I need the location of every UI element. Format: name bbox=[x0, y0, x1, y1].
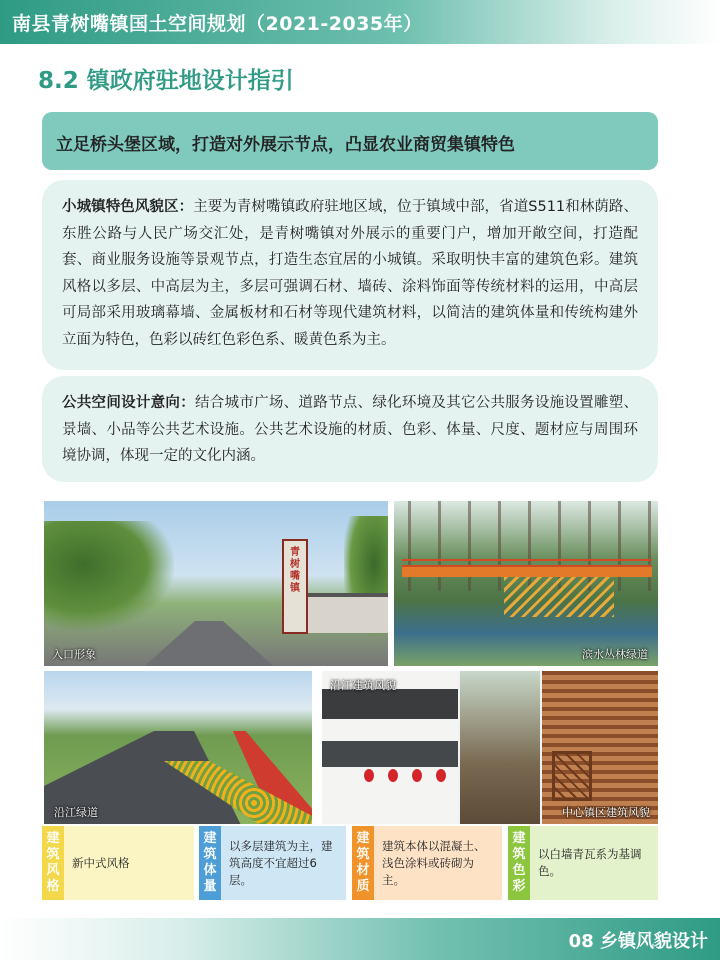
section-title: 8.2 镇政府驻地设计指引 bbox=[38, 68, 294, 94]
info-color bbox=[508, 826, 658, 900]
forest-caption: 滨水丛林绿道 bbox=[582, 648, 648, 661]
feature-area-text bbox=[62, 194, 638, 353]
greenway-caption: 沿江绿道 bbox=[54, 806, 98, 819]
info-tag: 建 筑 风 格 bbox=[42, 826, 64, 900]
lantern-icon bbox=[364, 769, 374, 782]
feature-area-card bbox=[42, 180, 658, 370]
traditional-building bbox=[460, 671, 540, 824]
info-text: 以多层建筑为主，建筑高度不宜超过6层。 bbox=[221, 826, 346, 900]
info-tag: 建 筑 色 彩 bbox=[508, 826, 530, 900]
footer-bar bbox=[0, 918, 720, 960]
public-space-text bbox=[62, 390, 638, 470]
chapter-label: 08 乡镇风貌设计 bbox=[568, 931, 708, 952]
tile-roof bbox=[322, 689, 458, 719]
info-tag: 建 筑 材 质 bbox=[352, 826, 374, 900]
wall-shape bbox=[306, 593, 388, 633]
header-bar bbox=[0, 0, 720, 44]
gate-monument bbox=[282, 539, 308, 634]
deck-platform bbox=[402, 567, 652, 577]
info-material bbox=[352, 826, 502, 900]
gate-inscription: 青 树 嘴 镇 bbox=[290, 547, 300, 594]
public-space-body: 结合城市广场、道路节点、绿化环境及其它公共服务设施设置雕塑、景墙、小品等公共艺术设施。公共艺术设施的材质、色彩、体量、尺度、题材应与周围环境协调，体现一定的文化内涵。 bbox=[62, 395, 639, 464]
center-arch-caption: 中心镇区建筑风貌 bbox=[562, 806, 650, 819]
wood-louver-facade bbox=[542, 671, 658, 824]
info-style bbox=[42, 826, 194, 900]
feature-area-body: 主要为青树嘴镇政府驻地区域，位于镇域中部，省道S511和林荫路、东胜公路与人民广场交汇处，是青树嘴镇对外展示的重要门户，增加开敞空间，打造配套、商业服务设施等景观节点，打造生态宜居的小城镇。采取明快丰富的建筑色彩。建筑风格以多层、中高层为主，多层可强调石材、墙砖、涂料饰面等传统材料的运用，中高层可局部采用玻璃幕墙、金属板材和石材等现代建筑材料，以简洁的建筑体量和传统构建外立面为特色，色彩以砖红色彩色系、暖黄色系为主。 bbox=[62, 199, 638, 348]
deck-stairs bbox=[504, 577, 614, 617]
entrance-caption: 入口形象 bbox=[52, 648, 96, 661]
forest-greenway-photo bbox=[394, 501, 658, 666]
document-title: 南县青树嘴镇国土空间规划（2021-2035年） bbox=[12, 13, 423, 35]
slogan-text: 立足桥头堡区域，打造对外展示节点，凸显农业商贸集镇特色 bbox=[56, 135, 515, 155]
lantern-icon bbox=[436, 769, 446, 782]
info-text: 新中式风格 bbox=[64, 826, 194, 900]
slogan-banner bbox=[42, 112, 658, 170]
public-space-card bbox=[42, 376, 658, 482]
info-tag: 建 筑 体 量 bbox=[199, 826, 221, 900]
lantern-icon bbox=[412, 769, 422, 782]
info-text: 建筑本体以混凝土、浅色涂料或砖砌为主。 bbox=[374, 826, 502, 900]
river-arch-caption: 沿江建筑风貌 bbox=[330, 679, 396, 692]
tree-shape bbox=[44, 521, 174, 631]
info-text: 以白墙青瓦系为基调色。 bbox=[530, 826, 658, 900]
tile-roof bbox=[322, 741, 458, 767]
public-space-label: 公共空间设计意向： bbox=[62, 395, 195, 411]
entrance-photo bbox=[44, 501, 388, 666]
architecture-photo bbox=[322, 671, 658, 824]
deck-railing bbox=[402, 559, 652, 567]
feature-area-label: 小城镇特色风貌区： bbox=[62, 199, 194, 215]
lattice-window bbox=[552, 751, 592, 801]
riverside-greenway-photo bbox=[44, 671, 312, 824]
info-volume bbox=[199, 826, 346, 900]
lantern-icon bbox=[388, 769, 398, 782]
